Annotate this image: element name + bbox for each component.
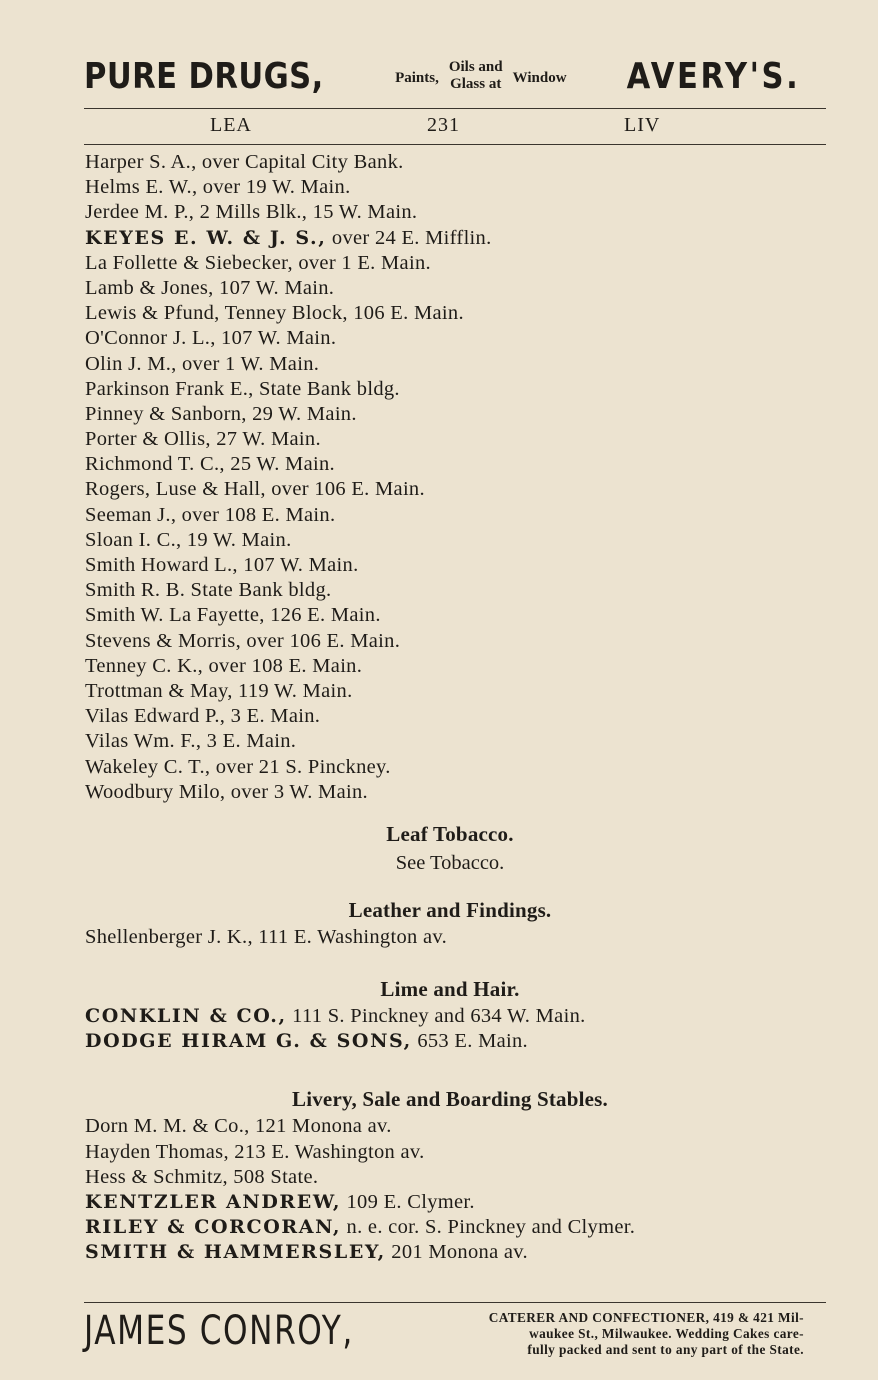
entry-text: La Follette & Siebecker, over 1 E. Main. [85, 251, 431, 274]
entry-text: Olin J. M., over 1 W. Main. [85, 352, 320, 375]
list-item [85, 301, 815, 326]
lawyers-list [85, 150, 815, 805]
entry-name-bold: SMITH & HAMMERSLEY, [85, 1241, 386, 1264]
entry-name-bold: KEYES E. W. & J. S., [85, 226, 327, 249]
ad-window: Window [512, 69, 567, 86]
header-rule-top [84, 108, 826, 109]
running-head-left: LEA [210, 114, 252, 136]
list-item [85, 1190, 815, 1215]
list-item [85, 175, 815, 200]
see-reference: See Tobacco. [395, 851, 505, 874]
entry-text: Wakeley C. T., over 21 S. Pinckney. [85, 755, 391, 778]
list-item [85, 553, 815, 578]
section-heading-leather: Leather and Findings. [348, 897, 552, 922]
entry-text: Smith Howard L., 107 W. Main. [85, 554, 359, 576]
top-advertisement [84, 50, 800, 102]
entry-text: Hayden Thomas, 213 E. Washington av. [85, 1140, 425, 1163]
running-head-right: LIV [624, 114, 661, 136]
ad-middle-text [395, 59, 566, 93]
section-heading-lime: Lime and Hair. [380, 977, 520, 1002]
ad-glass-at: Glass at [450, 76, 502, 92]
entry-text: Woodbury Milo, over 3 W. Main. [85, 780, 368, 803]
entry-text: over 24 E. Mifflin. [326, 226, 492, 249]
list-item [85, 427, 815, 452]
list-item [85, 780, 815, 805]
entry-text: 201 Monona av. [385, 1241, 528, 1264]
entry-text: Smith R. B. State Bank bldg. [85, 579, 332, 602]
entry-text: Porter & Ollis, 27 W. Main. [85, 428, 321, 451]
listings [85, 150, 815, 1266]
entry-name-bold: CONKLIN & CO., [85, 1005, 287, 1028]
entry-text: Pinney & Sanborn, 29 W. Main. [85, 402, 357, 425]
lime-list [85, 1004, 815, 1054]
list-item [85, 679, 815, 704]
ad-paints: Paints, [395, 69, 439, 86]
entry-text: Stevens & Morris, over 106 E. Main. [85, 629, 401, 652]
list-item [85, 654, 815, 679]
entry-text: Hess & Schmitz, 508 State. [85, 1165, 319, 1188]
entry-text: Jerdee M. P., 2 Mills Blk., 15 W. Main. [85, 201, 418, 224]
entry-text: Parkinson Frank E., State Bank bldg. [85, 377, 400, 400]
header-rule-bottom [84, 144, 826, 145]
entry-name-bold: KENTZLER ANDREW, [85, 1191, 342, 1213]
list-item [85, 629, 815, 654]
ad-conroy-line-3: fully packed and sent to any part of the State. [527, 1342, 804, 1357]
list-item [85, 1165, 815, 1190]
ad-conroy-line-2: waukee St., Milwaukee. Wedding Cakes care- [529, 1326, 804, 1341]
entry-text: Vilas Edward P., 3 E. Main. [85, 705, 321, 728]
list-item [85, 402, 815, 427]
list-item [85, 925, 815, 950]
list-item [85, 1004, 815, 1029]
entry-text: Dorn M. M. & Co., 121 Monona av. [85, 1115, 392, 1138]
entry-text: Harper S. A., over Capital City Bank. [85, 151, 404, 173]
bottom-advertisement [84, 1306, 804, 1362]
ad-oils-glass [449, 59, 503, 93]
entry-name-bold: DODGE HIRAM G. & SONS, [85, 1030, 412, 1053]
entry-text: Tenney C. K., over 108 E. Main. [85, 654, 363, 677]
footer-rule [84, 1302, 826, 1303]
entry-text: Trottman & May, 119 W. Main. [85, 679, 353, 702]
entry-text: Vilas Wm. F., 3 E. Main. [85, 730, 297, 753]
ad-pure-drugs: PURE DRUGS, [84, 55, 324, 97]
list-item [85, 1140, 815, 1165]
ad-conroy-description [402, 1310, 804, 1358]
list-item [85, 477, 815, 502]
entry-text: Shellenberger J. K., 111 E. Washington av. [85, 925, 448, 948]
page-number: 231 [427, 114, 460, 136]
list-item [85, 603, 815, 628]
entry-text: O'Connor J. L., 107 W. Main. [85, 327, 337, 350]
ad-james-conroy: JAMES CONROY, [84, 1308, 354, 1354]
entry-text: Lewis & Pfund, Tenney Block, 106 E. Main. [85, 302, 464, 325]
ad-averys: AVERY'S. [626, 55, 800, 97]
entry-text: 109 E. Clymer. [341, 1191, 475, 1213]
list-item [85, 1029, 815, 1054]
entry-text: Lamb & Jones, 107 W. Main. [85, 276, 335, 299]
list-item [85, 1215, 815, 1240]
entry-text: 653 E. Main. [411, 1030, 528, 1053]
list-item [85, 1240, 815, 1265]
entry-text: n. e. cor. S. Pinckney and Clymer. [341, 1216, 636, 1239]
list-item [85, 326, 815, 351]
ad-oils-and: Oils and [448, 59, 503, 75]
list-item [85, 755, 815, 780]
entry-text: Rogers, Luse & Hall, over 106 E. Main. [85, 478, 425, 501]
list-item [85, 377, 815, 402]
list-item [85, 578, 815, 603]
list-item [85, 729, 815, 754]
list-item [85, 452, 815, 477]
list-item [85, 200, 815, 225]
section-heading-livery: Livery, Sale and Boarding Stables. [291, 1087, 609, 1112]
list-item [85, 251, 815, 276]
ad-conroy-line-1: CATERER AND CONFECTIONER, 419 & 421 Mil- [488, 1310, 804, 1325]
leather-list [85, 925, 815, 950]
entry-text: 111 S. Pinckney and 634 W. Main. [286, 1005, 586, 1028]
entry-text: Sloan I. C., 19 W. Main. [85, 528, 292, 551]
list-item [85, 276, 815, 301]
list-item [85, 528, 815, 553]
entry-text: Seeman J., over 108 E. Main. [85, 503, 336, 526]
entry-text: Helms E. W., over 19 W. Main. [85, 176, 351, 199]
entry-text: Richmond T. C., 25 W. Main. [85, 453, 335, 476]
running-head [84, 114, 800, 140]
list-item [85, 704, 815, 729]
list-item [85, 352, 815, 377]
section-heading-leaf-tobacco: Leaf Tobacco. [386, 821, 514, 846]
list-item [85, 503, 815, 528]
livery-list [85, 1114, 815, 1265]
list-item [85, 1114, 815, 1139]
list-item [85, 226, 815, 251]
entry-name-bold: RILEY & CORCORAN, [85, 1216, 342, 1239]
entry-text: Smith W. La Fayette, 126 E. Main. [85, 604, 381, 627]
list-item [85, 150, 815, 175]
